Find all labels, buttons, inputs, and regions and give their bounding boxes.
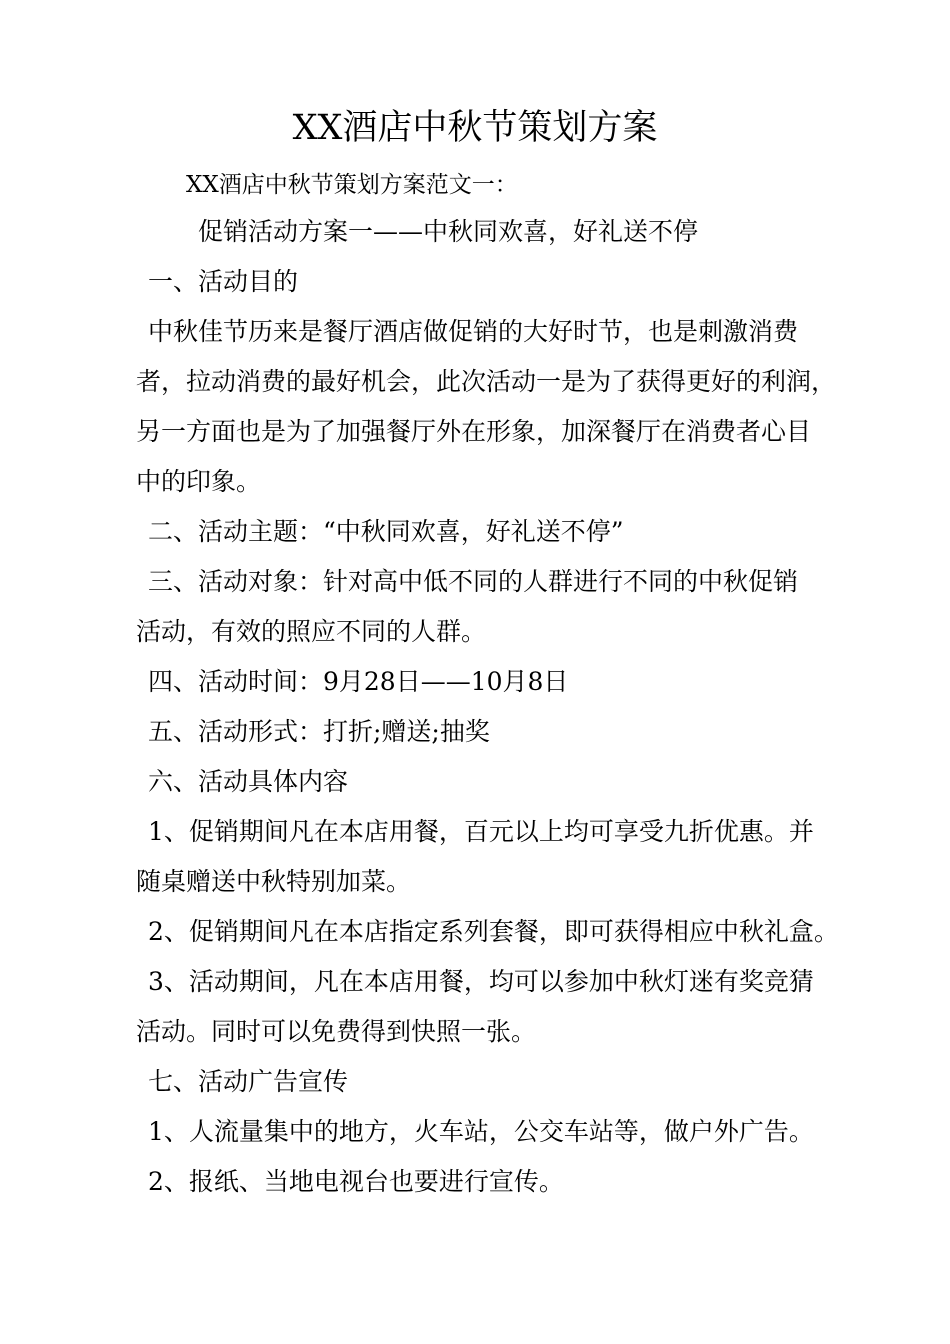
list-item-continuation: 随桌赠送中秋特别加菜。 [136, 867, 412, 896]
section-heading: 一、活动目的 [148, 267, 299, 296]
promo-heading: 促销活动方案一——中秋同欢喜，好礼送不停 [198, 217, 699, 246]
subtitle-line: XX酒店中秋节策划方案范文一： [186, 172, 518, 198]
list-item: 2、促销期间凡在本店指定系列套餐，即可获得相应中秋礼盒。 [148, 917, 839, 946]
section-heading: 五、活动形式：打折;赠送;抽奖 [148, 717, 490, 746]
paragraph-line: 另一方面也是为了加强餐厅外在形象，加深餐厅在消费者心目 [136, 417, 812, 446]
paragraph-line: 活动，有效的照应不同的人群。 [136, 617, 487, 646]
section-heading: 四、活动时间：9月28日——10月8日 [148, 667, 569, 696]
document-title: XX酒店中秋节策划方案 [292, 108, 658, 148]
list-item-continuation: 活动。同时可以免费得到快照一张。 [136, 1017, 537, 1046]
paragraph-line: 中秋佳节历来是餐厅酒店做促销的大好时节，也是刺激消费 [148, 317, 799, 346]
section-heading: 七、活动广告宣传 [148, 1067, 349, 1096]
section-heading: 二、活动主题：“中秋同欢喜，好礼送不停” [148, 517, 624, 546]
section-heading: 六、活动具体内容 [148, 767, 349, 796]
list-item: 2、报纸、当地电视台也要进行宣传。 [148, 1167, 564, 1196]
paragraph-line: 中的印象。 [136, 467, 262, 496]
list-item: 3、活动期间，凡在本店用餐，均可以参加中秋灯迷有奖竞猜 [148, 967, 814, 996]
paragraph-line: 者，拉动消费的最好机会，此次活动一是为了获得更好的利润， [136, 367, 837, 396]
section-heading: 三、活动对象：针对高中低不同的人群进行不同的中秋促销 [148, 567, 799, 596]
list-item: 1、促销期间凡在本店用餐，百元以上均可享受九折优惠。并 [148, 817, 814, 846]
list-item: 1、人流量集中的地方，火车站，公交车站等，做户外广告。 [148, 1117, 814, 1146]
